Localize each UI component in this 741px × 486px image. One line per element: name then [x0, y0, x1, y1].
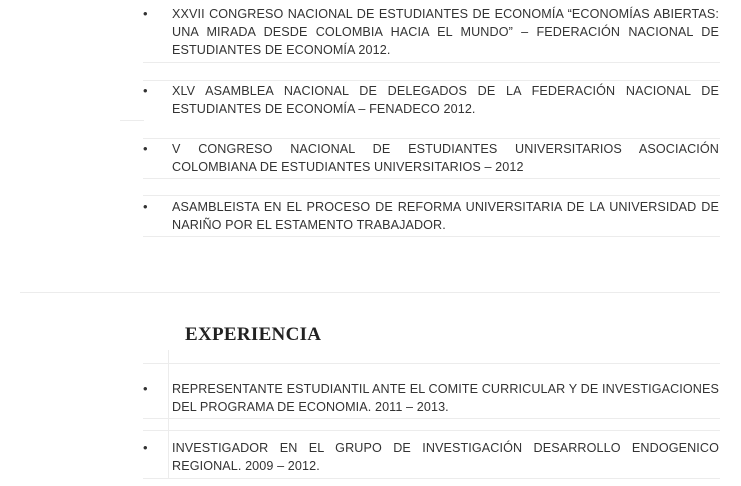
table-rule [120, 120, 144, 121]
table-rule [143, 178, 720, 179]
participation-item [143, 198, 719, 234]
table-rule [143, 195, 720, 196]
table-rule [143, 62, 720, 63]
table-rule [143, 478, 720, 479]
table-rule [143, 418, 720, 419]
participation-item [143, 82, 719, 118]
experience-item-text: INVESTIGADOR EN EL GRUPO DE INVESTIGACIÓN DESARROLLO ENDOGENICO REGIONAL. 2009 – 2012. [172, 441, 719, 473]
participation-item [143, 5, 719, 59]
table-rule [143, 430, 720, 431]
experience-item [143, 380, 719, 416]
bullet-icon: • [143, 83, 148, 98]
table-rule [143, 236, 720, 237]
bullet-icon: • [143, 381, 148, 396]
experience-item-text: REPRESENTANTE ESTUDIANTIL ANTE EL COMITE CURRICULAR Y DE INVESTIGACIONES DEL PROGRAMA DE ECONOMIA. 2011 – 2013. [172, 382, 719, 414]
bullet-icon: • [143, 141, 148, 156]
table-rule [143, 80, 720, 81]
bullet-icon: • [143, 199, 148, 214]
participation-item-text: V CONGRESO NACIONAL DE ESTUDIANTES UNIVERSITARIOS ASOCIACIÓN COLOMBIANA DE ESTUDIANTES UNIVERSITARIOS – 2012 [172, 142, 719, 174]
experience-item [143, 439, 719, 475]
bullet-icon: • [143, 440, 148, 455]
participation-item-text: XLV ASAMBLEA NACIONAL DE DELEGADOS DE LA FEDERACIÓN NACIONAL DE ESTUDIANTES DE ECONOMÍA – FENADECO 2012. [172, 84, 719, 116]
table-rule [143, 363, 720, 364]
bullet-icon: • [143, 6, 148, 21]
section-divider [20, 292, 720, 293]
participation-item-text: ASAMBLEISTA EN EL PROCESO DE REFORMA UNIVERSITARIA DE LA UNIVERSIDAD DE NARIÑO POR EL ESTAMENTO TRABAJADOR. [172, 200, 719, 232]
table-rule [143, 138, 720, 139]
participation-item [143, 140, 719, 176]
section-heading-experiencia: EXPERIENCIA [185, 324, 322, 345]
participation-item-text: XXVII CONGRESO NACIONAL DE ESTUDIANTES DE ECONOMÍA “ECONOMÍAS ABIERTAS: UNA MIRADA DESDE COLOMBIA HACIA EL MUNDO” – FEDERACIÓN NACIONAL DE ESTUDIANTES DE ECONOMÍA 2012. [172, 7, 719, 57]
